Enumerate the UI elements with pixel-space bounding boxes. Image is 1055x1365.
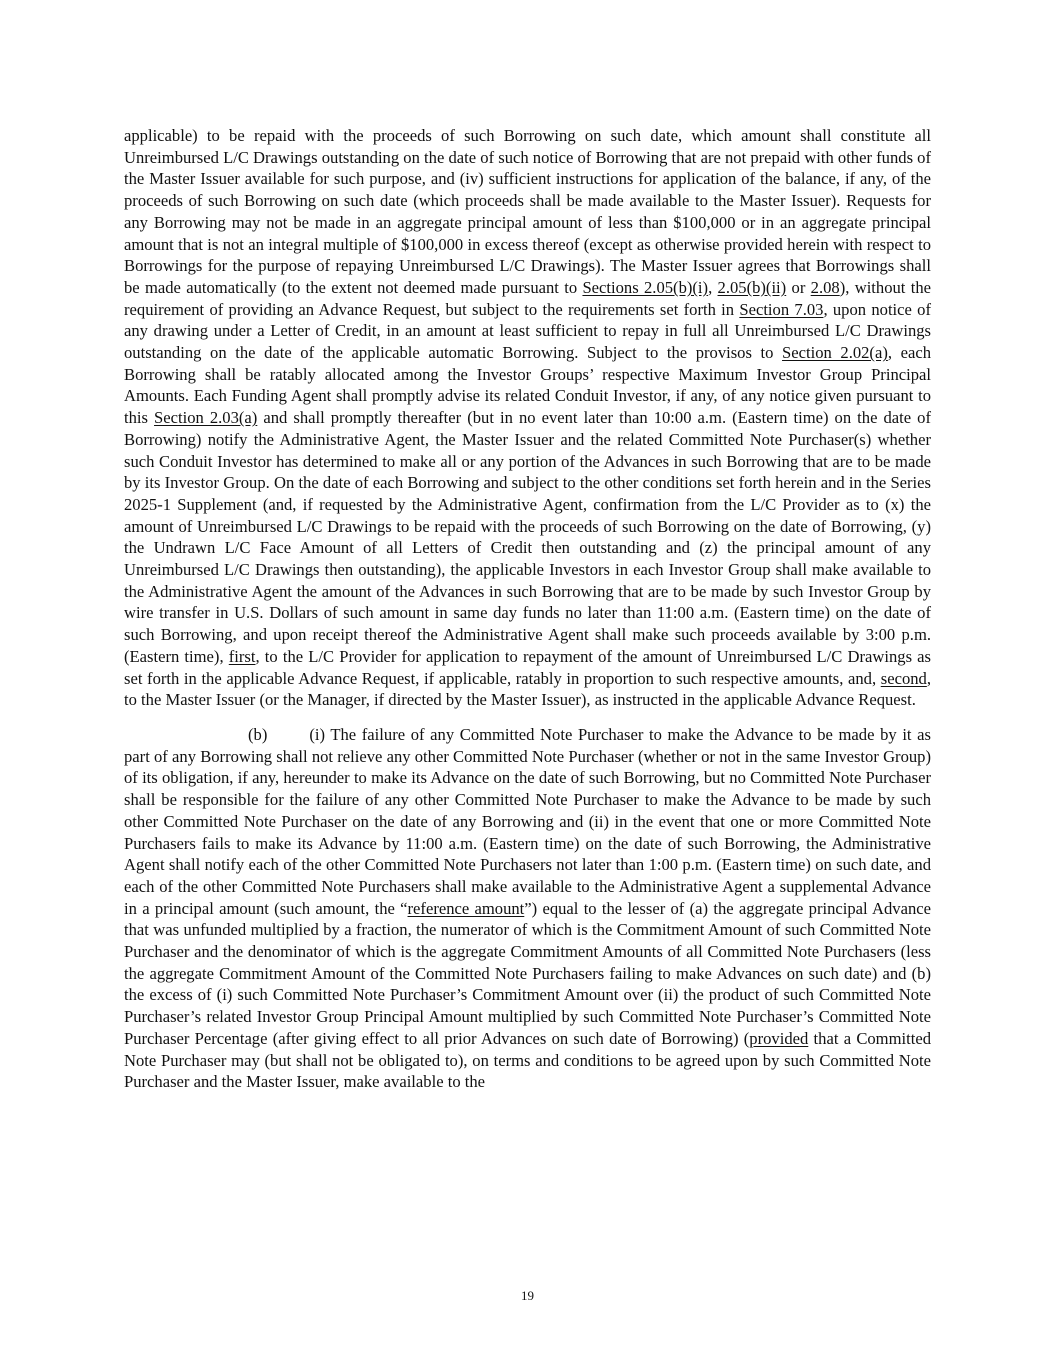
paragraph-b — [124, 724, 931, 1093]
paragraph-text: or — [786, 277, 811, 297]
paragraph-label: (b) — [248, 724, 268, 744]
paragraph-text: (i) The failure of any Committed Note Purchaser to make the Advance to be made by it as part of any Borrowing shall not relieve any other Committed Note Purchaser (whether or not in the same Investor Group) of its obligation, if any, hereunder to make its Advance on the date of such Borrowing, but no Committed Note Purchaser shall be responsible for the failure of any other Committed Note Purchaser to make the Advance to be made by such other Committed Note Purchaser on the date of any Borrowing and (ii) in the event that one or more Committed Note Purchasers fails to make its Advance by 11:00 a.m. (Eastern time) on the date of such Borrowing, the Administrative Agent shall notify each of the other Committed Note Purchasers not later than 1:00 p.m. (Eastern time) on such date, and each of the other Committed Note Purchasers shall make available to the Administrative Agent a supplemental Advance in a principal amount (such amount, the “ — [124, 724, 931, 918]
paragraph-text: , upon notice of any drawing under a Letter of Credit, in an amount at least sufficient to repay in full all Unreimbursed L/C Drawings outstanding on the date of the applicable automatic Borrowing. Subject to the provisos to — [124, 299, 931, 363]
defined-term: reference amount — [407, 898, 525, 918]
section-reference: Section 2.02(a) — [782, 343, 888, 363]
paragraph-text: applicable) to be repaid with the proceeds of such Borrowing on such date, which amount shall constitute all Unreimbursed L/C Drawings outstanding on the date of such notice of Borrowing that are not prepaid with other funds of the Master Issuer available for such purpose, and (iv) sufficient instructions for application of the balance, if any, of the proceeds of such Borrowing on such date (which proceeds shall be made available to the Master Issuer). Requests for any Borrowing may not be made in an aggregate principal amount of less than $100,000 or in an aggregate principal amount that is not an integral multiple of $100,000 in excess thereof (except as otherwise provided herein with respect to Borrowings for the purpose of repaying Unreimbursed L/C Drawings). The Master Issuer agrees that Borrowings shall be made automatically (to the extent not deemed made pursuant to — [124, 126, 931, 297]
emphasis-term: first — [228, 646, 256, 666]
paragraph-text: ”) equal to the lesser of (a) the aggregate principal Advance that was unfunded multiplied by a fraction, the numerator of which is the Commitment Amount of such Committed Note Purchaser and the denominator of which is the aggregate Commitment Amounts of all Committed Note Purchasers (less the aggregate Commitment Amount of the Committed Note Purchasers failing to make Advances on such date) and (b) the excess of (i) such Committed Note Purchaser’s Commitment Amount over (ii) the product of such Committed Note Purchaser’s related Investor Group Principal Amount multiplied by such Committed Note Purchaser’s Committed Note Purchaser Percentage (after giving effect to all prior Advances on such date of Borrowing) ( — [124, 898, 931, 1048]
emphasis-term: second — [880, 668, 927, 688]
section-reference: Section 7.03 — [739, 299, 824, 319]
section-reference: Sections 2.05(b)(i) — [582, 277, 709, 297]
paragraph-text: , — [708, 277, 718, 297]
paragraph-continuation — [124, 125, 931, 711]
section-reference: 2.05(b)(ii) — [717, 277, 787, 297]
paragraph-text: , to the Master Issuer (or the Manager, if directed by the Master Issuer), as instructed in the applicable Advance Request. — [124, 668, 931, 710]
section-reference: Section 2.03(a) — [154, 408, 258, 428]
section-reference: 2.08 — [810, 277, 840, 297]
page-number: 19 — [521, 1288, 534, 1303]
paragraph-text: that a Committed Note Purchaser may (but shall not be obligated to), on terms and conditions to be agreed upon by such Committed Note Purchaser and the Master Issuer, make available to the — [124, 1028, 931, 1092]
paragraph-text: , to the L/C Provider for application to repayment of the amount of Unreimbursed L/C Drawings as set forth in the applicable Advance Request, if applicable, ratably in proportion to such respective amounts, and, — [124, 646, 932, 688]
paragraph-text: , each Borrowing shall be ratably allocated among the Investor Groups’ respective Maximum Investor Group Principal Amounts. Each Funding Agent shall promptly advise its related Conduit Investor, if any, of any notice given pursuant to this — [124, 343, 931, 428]
paragraph-text: and shall promptly thereafter (but in no event later than 10:00 a.m. (Eastern time) on the date of Borrowing) notify the Administrative Agent, the Master Issuer and the related Committed Note Purchaser(s) whether such Conduit Investor has determined to make all or any portion of the Advances in such Borrowing that are to be made by its Investor Group. On the date of each Borrowing and subject to the other conditions set forth herein and in the Series 2025-1 Supplement (and, if requested by the Administrative Agent, confirmation from the L/C Provider as to (x) the amount of Unreimbursed L/C Drawings to be repaid with the proceeds of such Borrowing on the date of Borrowing, (y) the Undrawn L/C Face Amount of all Letters of Credit then outstanding and (z) the principal amount of any Unreimbursed L/C Drawings then outstanding), the applicable Investors in each Investor Group shall make available to the Administrative Agent the amount of the Advances in such Borrowing that are to be made by such Investor Group by wire transfer in U.S. Dollars of such amount in same day funds no later than 11:00 a.m. (Eastern time) on the date of such Borrowing, and upon receipt thereof the Administrative Agent shall make such proceeds available by 3:00 p.m. (Eastern time), — [124, 408, 932, 666]
paragraph-text: ), without the requirement of providing an Advance Request, but subject to the requirements set forth in — [124, 277, 932, 319]
emphasis-term: provided — [749, 1028, 809, 1048]
document-page — [124, 125, 931, 1093]
